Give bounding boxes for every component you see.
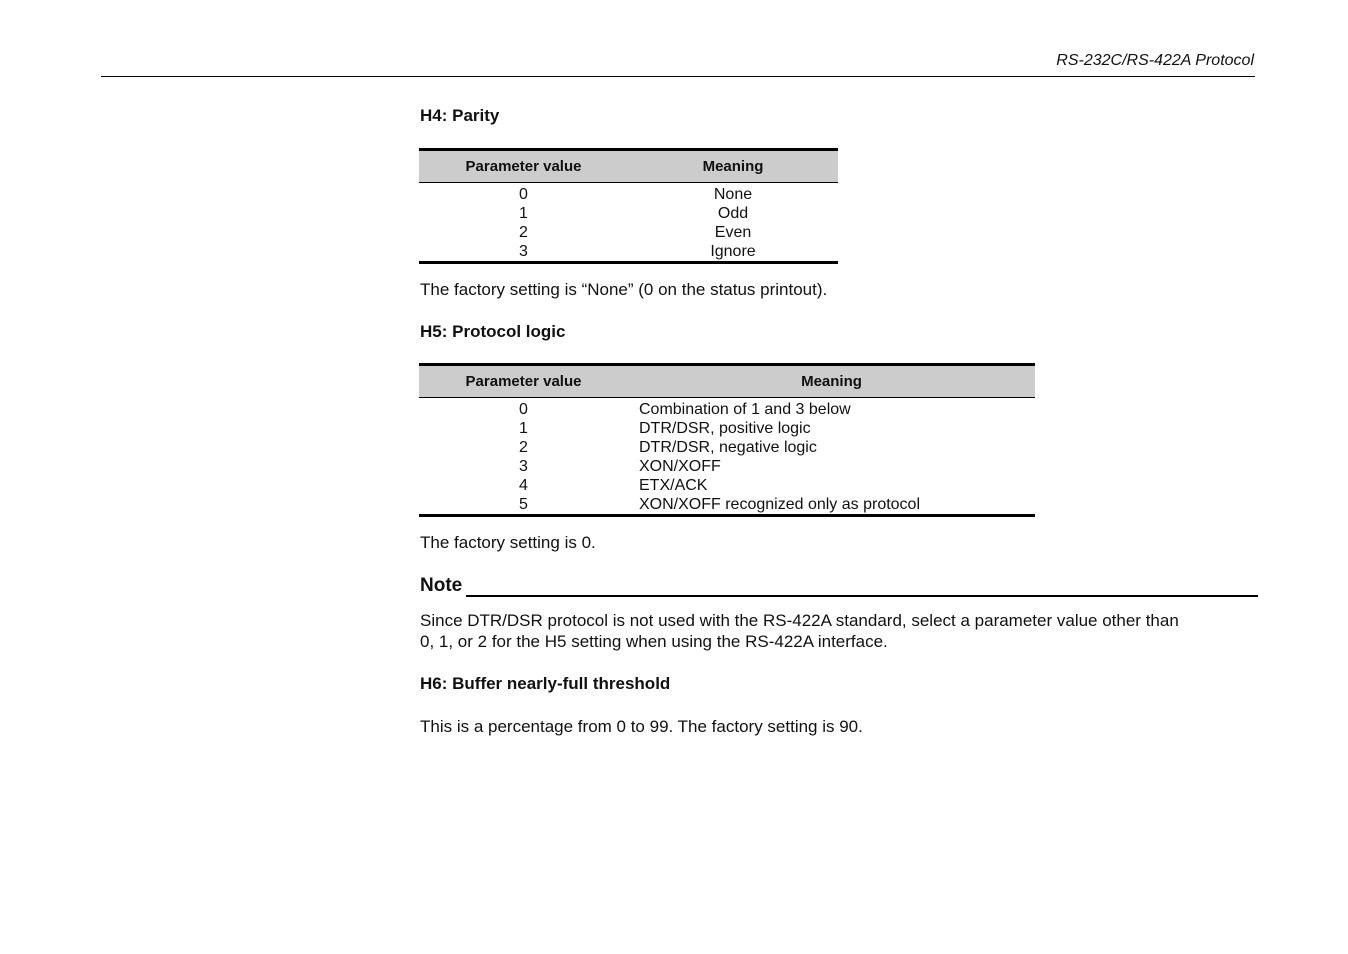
meaning-cell: Even [714, 224, 752, 241]
h4-factory-setting: The factory setting is “None” (0 on the status printout). [420, 280, 828, 299]
h4-heading: H4: Parity [420, 106, 500, 125]
table-row [419, 438, 1035, 457]
table-row [419, 419, 1035, 438]
note-text-line-2: 0, 1, or 2 for the H5 setting when using the RS-422A interface. [420, 632, 888, 651]
parameter-value-cell: 5 [419, 495, 628, 516]
parameter-value-cell: 2 [519, 439, 528, 456]
parameter-value-cell: 2 [519, 224, 528, 241]
table-row [419, 183, 838, 205]
meaning-cell: DTR/DSR, negative logic [639, 439, 817, 456]
table-row [419, 204, 838, 223]
h5-factory-setting: The factory setting is 0. [420, 533, 596, 552]
note-rule [466, 595, 1258, 597]
table-row [419, 398, 1035, 420]
meaning-cell: XON/XOFF [639, 458, 721, 475]
column-header-meaning: Meaning [628, 365, 1035, 398]
parameter-value-cell: 1 [519, 205, 528, 222]
meaning-cell: Ignore [628, 242, 838, 263]
note-heading: Note [420, 575, 463, 596]
meaning-cell: Combination of 1 and 3 below [639, 401, 851, 418]
h4-parity-table [419, 148, 838, 264]
meaning-cell: None [713, 186, 753, 203]
meaning-cell: XON/XOFF recognized only as protocol [628, 495, 1035, 516]
table-row [419, 223, 838, 242]
parameter-value-cell: 0 [519, 401, 528, 418]
header-rule [101, 76, 1255, 77]
table-row [419, 457, 1035, 476]
parameter-value-cell: 1 [519, 420, 528, 437]
parameter-value-cell: 3 [419, 242, 628, 263]
parameter-value-cell: 4 [519, 477, 528, 494]
meaning-cell: DTR/DSR, positive logic [639, 420, 811, 437]
column-header-meaning: Meaning [628, 150, 838, 183]
h6-description: This is a percentage from 0 to 99. The factory setting is 90. [420, 717, 863, 736]
table-row [419, 242, 838, 263]
column-header-parameter-value: Parameter value [419, 365, 628, 398]
column-header-parameter-value: Parameter value [419, 150, 628, 183]
meaning-cell: ETX/ACK [639, 477, 708, 494]
meaning-cell: Odd [717, 205, 749, 222]
table-row [419, 495, 1035, 516]
parameter-value-cell: 3 [519, 458, 528, 475]
h5-protocol-logic-table [419, 363, 1035, 517]
table-row [419, 476, 1035, 495]
h5-heading: H5: Protocol logic [420, 322, 566, 341]
note-text-line-1: Since DTR/DSR protocol is not used with the RS-422A standard, select a parameter value other than [420, 611, 1179, 630]
table-header-row [419, 150, 838, 183]
h6-heading: H6: Buffer nearly-full threshold [420, 674, 671, 693]
running-header-title: RS-232C/RS-422A Protocol [1056, 52, 1254, 69]
parameter-value-cell: 0 [519, 186, 528, 203]
table-header-row [419, 365, 1035, 398]
